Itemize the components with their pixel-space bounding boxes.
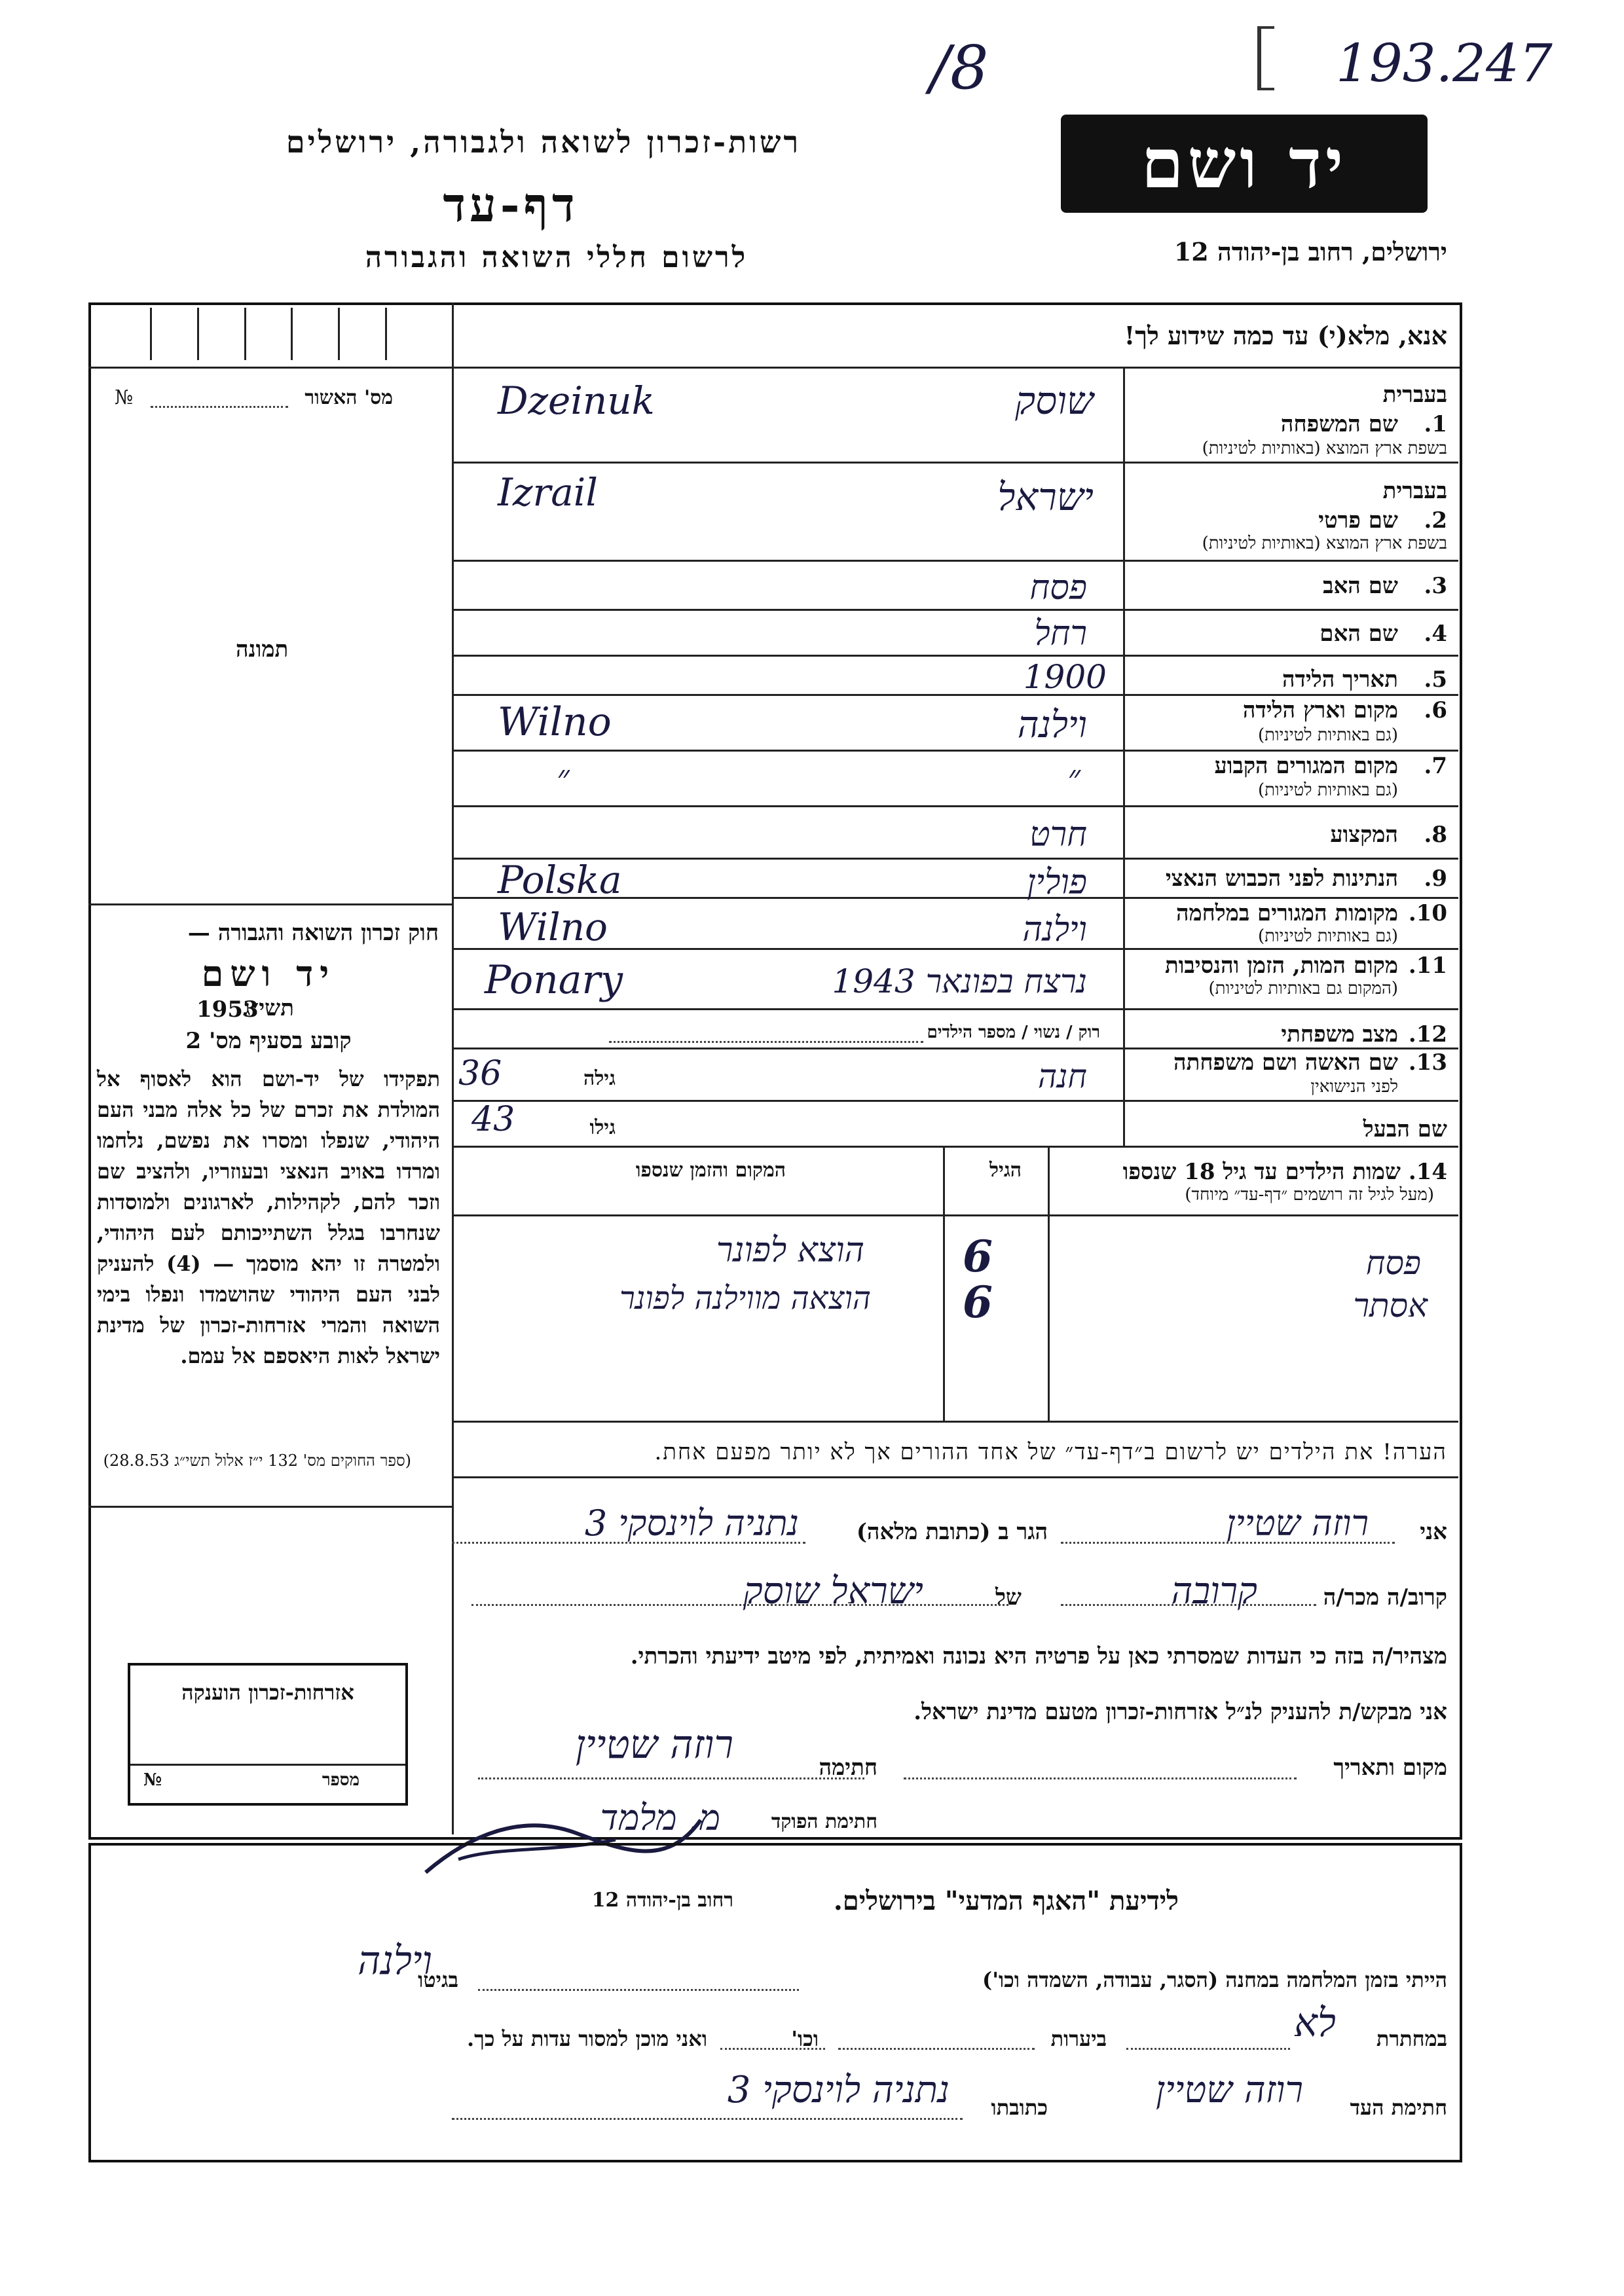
field-4-label: שם האם: [1320, 621, 1398, 647]
declaration-statement: מצהיר/ה בזה כי העדות שמסרתי כאן על פרטיה היא נכונה ואמיתית, לפי מיטב ידיעתי והכרתי.: [630, 1643, 1447, 1669]
ready-to-testify: ואני מוכן למסור עדות על כך.: [466, 2026, 707, 2051]
field-7-number: 7.: [1424, 753, 1447, 779]
field-8-label: המקצוע: [1330, 822, 1398, 848]
husband-age-value: 43: [471, 1100, 515, 1139]
value-wife-name: חנה: [1037, 1057, 1087, 1095]
wife-age-value: 36: [458, 1054, 502, 1093]
field-2-sub-latin: בשפת ארץ המוצא (באותיות לטיניות): [1202, 534, 1447, 553]
form-title: דף-עד: [443, 177, 579, 232]
field-10-sub-latin: (גם באותיות לטיניות): [1257, 926, 1398, 946]
field-6-label: מקום וארץ הלידה: [1242, 697, 1398, 723]
wife-age-label: גילה: [583, 1067, 616, 1090]
field-12-label: מצב משפחתי: [1281, 1021, 1398, 1048]
camp-label: הייתי בזמן המלחמה במחנה (הסגר, עבודה, השמדה וכו'): [982, 1967, 1447, 1992]
children-header-age: הגיל: [989, 1159, 1022, 1182]
value-birthdate: 1900: [1023, 658, 1107, 696]
husband-age-label: גילו: [589, 1116, 616, 1139]
value-death-hebrew: נרצח בפונאר 1943: [832, 962, 1087, 1000]
value-surname-hebrew: שוסק: [1015, 378, 1094, 423]
law-title: חוק זכרון השואה והגבורה —: [187, 920, 439, 946]
witness-address-label: כתובתו: [991, 2095, 1048, 2120]
official-signature-label: חתימת הפוקד: [771, 1810, 877, 1833]
declaration-of-value: ישראל שוסק: [743, 1570, 923, 1613]
law-year-heb: תשי״ג: [243, 995, 294, 1021]
witness-signature-label: חתימת העד: [1350, 2095, 1447, 2120]
authority-name: רשות-זכרון לשואה ולגבורה, ירושלים: [286, 124, 802, 160]
value-marital-status: רוק / נשוי / מספר הילדים: [927, 1023, 1100, 1042]
scientific-dept-box: [88, 1843, 1462, 2162]
approval-label: מס' האשור: [304, 386, 393, 409]
value-surname-latin: Dzeinuk: [498, 378, 655, 423]
witness-signature-value: רוזה שטיין: [1155, 2069, 1303, 2111]
child-age: 6: [963, 1277, 993, 1328]
field-1-sub-hebrew: בעברית: [1382, 382, 1447, 408]
declaration-of-label: של: [995, 1584, 1022, 1611]
field-3-number: 3.: [1424, 573, 1447, 599]
ghetto-label: בגיטו: [418, 1967, 458, 1992]
tally-boxes: [105, 308, 432, 360]
ghetto-value: וילנה: [358, 1938, 432, 1984]
field-8-number: 8.: [1424, 822, 1447, 848]
citizenship-no-symbol: №: [143, 1770, 162, 1790]
form-subtitle: לרשום חללי השואה והגבורה: [365, 241, 748, 274]
footer-address: רחוב בן-יהודה 12: [591, 1889, 733, 1912]
field-5-label: תאריך הלידה: [1282, 666, 1398, 693]
signature-label: חתימה: [819, 1755, 877, 1781]
field-10-number: 10.: [1408, 900, 1447, 926]
value-birthplace-latin: Wilno: [498, 699, 612, 745]
header-address: ירושלים, רחוב בן-יהודה 12: [1173, 237, 1447, 266]
value-firstname-latin: Izrail: [498, 470, 598, 515]
field-13-sub-latin: לפני הנישואין: [1310, 1077, 1398, 1097]
field-11-label: מקום המות, הזמן והנסיבות: [1164, 953, 1398, 979]
bracket-mark: [1257, 26, 1274, 90]
children-header-note: (מעל לגיל זה רושמים ״דף-עד״ מיוחד): [1185, 1185, 1434, 1205]
value-wartime-residence-hebrew: וילנה: [1022, 910, 1087, 949]
children-header-place: המקום והזמן שנספו: [635, 1159, 786, 1182]
field-12-number: 12.: [1408, 1021, 1447, 1048]
child-place: הוצא לפונר: [716, 1231, 864, 1270]
field-6-number: 6.: [1424, 697, 1447, 723]
field-2-sub-hebrew: בעברית: [1382, 478, 1447, 504]
field-1-number: 1.: [1424, 411, 1447, 437]
field-2-label: שם פרטי: [1318, 507, 1398, 534]
fill-request: אנא, מלא(י) עד כמה שידוע לך!: [1124, 321, 1447, 350]
value-residence-latin: ״: [557, 758, 570, 797]
signature-value: רוזה שטיין: [575, 1722, 733, 1768]
field-5-number: 5.: [1424, 666, 1447, 693]
declaration-address-label: הגר ב (כתובת מלאה): [856, 1519, 1048, 1545]
field-3-label: שם האב: [1323, 573, 1398, 599]
declaration-relation-label: קרוב/ה מכר/ה: [1323, 1584, 1447, 1611]
field-11-sub-latin: (המקום גם באותיות לטיניות): [1208, 979, 1398, 998]
law-year: 1953: [196, 996, 259, 1023]
value-father: פסח: [1029, 568, 1087, 608]
etc-label: וכו': [791, 2026, 819, 2051]
field-7-label: מקום המגורים הקבוע: [1214, 753, 1398, 779]
field-13-label: שם האשה ושם משפחתה: [1173, 1049, 1398, 1076]
declaration-request: אני מבקש/ת להעניק לנ״ל אזרחות-זכרון מטעם מדינת ישראל.: [913, 1699, 1447, 1725]
logo-text: יד ושם: [1141, 123, 1348, 204]
child-place: הוצאה מווילנה לפונר: [619, 1280, 871, 1317]
place-date-label: מקום ותאריך: [1333, 1755, 1447, 1781]
child-name: אסתר: [1353, 1286, 1428, 1324]
value-nationality-hebrew: פולין: [1027, 863, 1087, 902]
field-4-number: 4.: [1424, 621, 1447, 647]
declaration-i-label: אני: [1420, 1519, 1447, 1545]
value-mother: רחל: [1034, 614, 1087, 653]
field-2-number: 2.: [1424, 507, 1447, 534]
page-number: /8: [930, 33, 989, 103]
value-profession: חרט: [1029, 815, 1087, 854]
official-signature-value: מ. מלמד: [600, 1797, 720, 1838]
partisans-value: לא: [1293, 2000, 1336, 2046]
value-nationality-latin: Polska: [498, 858, 622, 902]
field-10-label: מקומות המגורים במלחמה: [1175, 900, 1398, 926]
field-6-sub-latin: (גם באותיות לטיניות): [1257, 725, 1398, 745]
archive-number: 193.247: [1336, 33, 1553, 94]
field-7-sub-latin: (גם באותיות לטיניות): [1257, 780, 1398, 800]
declaration-address-value: נתניה לוינסקי 3: [584, 1503, 799, 1544]
children-note: הערה! את הילדים יש לרשום ב״דף-עד״ של אחד ההורים אך לא יותר מפעם אחת.: [654, 1439, 1447, 1465]
field-9-label: הנתינות לפני הכבוש הנאצי: [1165, 866, 1398, 892]
memorial-citizenship-box: [128, 1663, 408, 1806]
field-9-number: 9.: [1424, 866, 1447, 892]
field-13-number: 13.: [1408, 1049, 1447, 1076]
child-age: 6: [963, 1231, 993, 1282]
witness-address-value: נתניה לוינסקי 3: [727, 2069, 950, 2111]
citizenship-no-label: מספר: [322, 1770, 360, 1790]
photo-label: תמונה: [236, 636, 289, 663]
law-text: תפקידו של יד-ושם הוא לאסוף אל המולדת את זכרם של כל אלה מבני העם היהודי, שנפלו ומסרו את נפשם, נלחמו ומרדו באויב הנאצי ובעוזריו, ולהציב שם וזכר להם, לקהילות, לארגונים ולמוסדות שנחרבו בגלל השתייכותם לעם היהודי, ולמטרה זו יהא מוסמך — (4) להעניק לבני העם היהודי שהושמדו ונפלו בימי השואה והמרי אזרחות-זכרון של מדינת ישראל לאות היאספם אל עמם.: [97, 1066, 441, 1368]
footer-title: לידיעת "האגף המדעי" בירושלים.: [833, 1886, 1179, 1916]
field-11-number: 11.: [1408, 953, 1447, 979]
value-firstname-hebrew: ישראל: [997, 475, 1094, 519]
declaration-i-value: רוזה שטיין: [1226, 1503, 1369, 1544]
law-name: יד ושם: [201, 953, 336, 994]
approval-no-label: №: [115, 386, 134, 409]
law-clause: קובע בסעיף מס' 2: [185, 1028, 352, 1054]
field-1-label: שם המשפחה: [1280, 411, 1398, 437]
field-1-sub-latin: בשפת ארץ המוצא (באותיות לטיניות): [1202, 439, 1447, 458]
field-husband-label: שם הבעל: [1363, 1116, 1447, 1142]
children-header-names: 14. שמות הילדים עד גיל 18 שנספו: [1122, 1159, 1447, 1185]
yad-vashem-logo: [1061, 115, 1428, 213]
citizenship-title: אזרחות-זכרון הוענקה: [181, 1680, 354, 1705]
value-death-latin: Ponary: [485, 957, 623, 1003]
forests-label: ביערות: [1050, 2026, 1107, 2051]
value-residence-hebrew: ״: [1067, 758, 1080, 797]
value-wartime-residence-latin: Wilno: [498, 905, 608, 949]
law-source: (ספר החוקים מס' 132 י״ז אלול תשי״ג 28.8.53): [103, 1451, 411, 1470]
value-birthplace-hebrew: וילנה: [1017, 704, 1087, 746]
declaration-relation-value: קרובה: [1171, 1570, 1257, 1613]
child-name: פסח: [1365, 1244, 1421, 1282]
partisans-label: במחתרת: [1376, 2026, 1447, 2051]
